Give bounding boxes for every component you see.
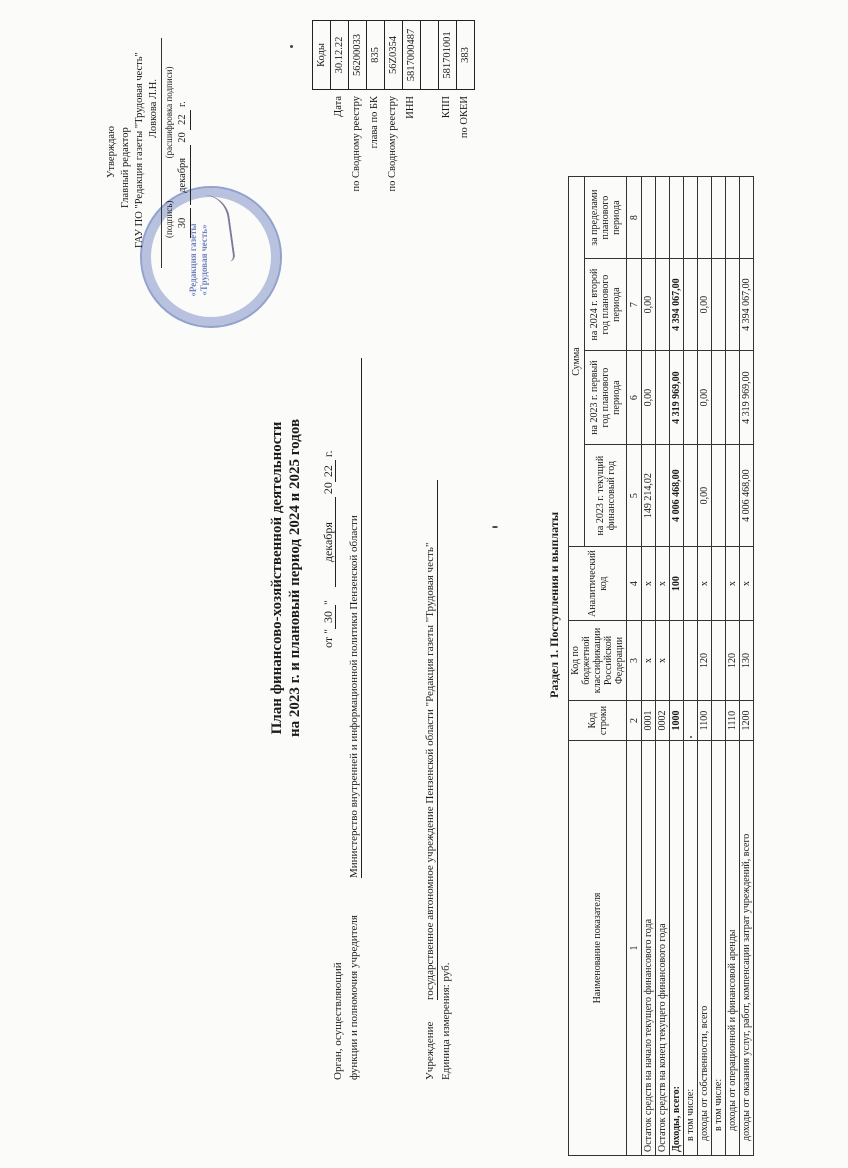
date-year: 22 <box>322 460 336 482</box>
table-row <box>684 177 698 1156</box>
header-y2023: на 2023 г. текущий финансовый год <box>585 445 627 547</box>
row-bk: 130 <box>740 621 754 701</box>
row-analytic: x <box>740 547 754 621</box>
approval-year-suffix: г. <box>177 101 188 107</box>
codes-label-2: глава по БК <box>369 96 380 149</box>
row-y2023 <box>684 445 698 547</box>
row-analytic: x <box>698 547 712 621</box>
row-analytic <box>712 547 726 621</box>
row-y2024 <box>712 351 726 445</box>
codes-label-header <box>312 96 330 238</box>
row-y2023: 4 006 468,00 <box>740 445 754 547</box>
row-name: Остаток средств на конец текущего финансового года <box>656 741 670 1156</box>
row-y2023 <box>656 445 670 547</box>
row-bk: 120 <box>698 621 712 701</box>
row-code <box>684 701 698 741</box>
institution-value: государственное автономное учреждение Пензенской области "Редакция газеты "Трудовая честь" <box>424 480 438 1000</box>
codes-label-6: КПП <box>441 96 452 119</box>
row-code: 1000 <box>670 701 684 741</box>
row-y2023: 4 006 468,00 <box>670 445 684 547</box>
col-number: 7 <box>627 259 642 351</box>
approval-month: декабря <box>176 145 191 205</box>
title-line-1: План финансово-хозяйственной деятельности <box>269 421 285 735</box>
col-number: 3 <box>627 621 642 701</box>
unit-label: Единица измерения: руб. <box>440 962 452 1080</box>
scan-speck <box>290 45 293 48</box>
row-name: доходы от собственности, всего <box>698 741 712 1156</box>
approval-day: 30 <box>176 208 191 238</box>
approval-block <box>105 38 190 268</box>
table-row <box>670 177 684 1156</box>
row-y2025 <box>712 259 726 351</box>
col-number: 2 <box>627 701 642 741</box>
table-row <box>698 177 712 1156</box>
row-analytic <box>684 547 698 621</box>
title-line-2: на 2023 г. и плановый период 2024 и 2025 годов <box>287 418 303 738</box>
date-suffix: г. <box>321 450 335 458</box>
row-bk: x <box>642 621 656 701</box>
row-y2025: 4 394 067,00 <box>740 259 754 351</box>
header-beyond: за пределами планового периода <box>585 177 627 259</box>
table-row <box>656 177 670 1156</box>
code-value-2: 835 <box>367 21 385 90</box>
row-code: 0002 <box>656 701 670 741</box>
scan-speck <box>492 526 498 528</box>
document-date <box>322 451 336 648</box>
row-name: доходы от оказания услуг, работ, компенсации затрат учреждений, всего <box>740 741 754 1156</box>
codes-label-5 <box>420 96 438 238</box>
row-name: в том числе: <box>712 741 726 1156</box>
row-y2024 <box>656 351 670 445</box>
codes-labels <box>312 96 474 238</box>
organ-value: Министерство внутренней и информационной политики Пензенской области <box>348 358 362 878</box>
date-day: 30 <box>322 605 336 629</box>
table-row <box>642 177 656 1156</box>
code-value-1: 56200033 <box>349 21 367 90</box>
approval-date <box>176 38 190 268</box>
codes-label-0: Дата <box>333 96 344 117</box>
stamp-text: «Редакция газеты «Трудовая честь» <box>188 223 209 297</box>
scan-speck <box>690 736 692 738</box>
signature-captions <box>162 38 176 268</box>
row-name: Остаток средств на начало текущего финансового года <box>642 741 656 1156</box>
row-bk <box>684 621 698 701</box>
row-code: 1200 <box>740 701 754 741</box>
date-prefix: от " <box>321 629 335 648</box>
table-row <box>726 177 740 1156</box>
codes-label-3: по Сводному реестру <box>387 96 398 192</box>
row-y2025 <box>656 259 670 351</box>
code-value-4: 5817000487 <box>403 21 421 90</box>
row-analytic: x <box>642 547 656 621</box>
row-y2025: 0,00 <box>642 259 656 351</box>
code-value-0: 30.12.22 <box>331 21 349 90</box>
header-name: Наименование показателя <box>569 741 627 1156</box>
row-beyond <box>740 177 754 259</box>
header-y2025: на 2024 г. второй год планового периода <box>585 259 627 351</box>
row-y2025 <box>726 259 740 351</box>
code-value-6: 581701001 <box>439 21 457 90</box>
code-value-3: 56Z0354 <box>385 21 403 90</box>
col-number: 6 <box>627 351 642 445</box>
document-title <box>268 318 304 838</box>
row-y2024: 4 319 969,00 <box>670 351 684 445</box>
row-y2025 <box>684 259 698 351</box>
row-y2023: 149 214,02 <box>642 445 656 547</box>
row-y2023 <box>726 445 740 547</box>
row-name: в том числе: <box>684 741 698 1156</box>
row-bk <box>670 621 684 701</box>
date-month: декабря <box>322 497 336 587</box>
institution-label: Учреждение <box>424 1021 436 1080</box>
codes-label-1: по Сводному реестру <box>351 96 362 192</box>
row-code: 1110 <box>726 701 740 741</box>
row-analytic: x <box>726 547 740 621</box>
row-name: Доходы, всего: <box>670 741 684 1156</box>
row-code: 0001 <box>642 701 656 741</box>
organ-label-2: функции и полномочия учредителя <box>348 915 360 1080</box>
row-y2025: 4 394 067,00 <box>670 259 684 351</box>
code-value-7: 383 <box>457 21 475 90</box>
col-number: 4 <box>627 547 642 621</box>
codes-table <box>312 20 475 90</box>
row-y2024: 0,00 <box>642 351 656 445</box>
row-y2024 <box>684 351 698 445</box>
signer-name: Ловкова Л.Н. <box>147 38 162 268</box>
row-bk: 120 <box>726 621 740 701</box>
codes-header: Коды <box>313 21 331 90</box>
col-number: 5 <box>627 445 642 547</box>
row-beyond <box>726 177 740 259</box>
caption-decode: (расшифровка подписи) <box>164 66 174 159</box>
approval-year-prefix: 20 <box>177 132 188 143</box>
code-value-5 <box>421 21 439 90</box>
row-analytic: 100 <box>670 547 684 621</box>
row-code <box>712 701 726 741</box>
date-quote: " <box>321 600 335 606</box>
row-code: 1100 <box>698 701 712 741</box>
approve-label: Утверждаю <box>106 126 117 178</box>
row-bk <box>712 621 726 701</box>
row-beyond <box>712 177 726 259</box>
row-y2023 <box>712 445 726 547</box>
section-title: Раздел 1. Поступления и выплаты <box>547 511 561 698</box>
header-bk: Код по бюджетной классификации Российской Федерации <box>569 621 627 701</box>
organization-name: ГАУ ПО "Редакция газеты "Трудовая честь" <box>134 52 145 248</box>
codes-label-4: ИНН <box>405 96 416 119</box>
row-bk: x <box>656 621 670 701</box>
position-label: Главный редактор <box>120 127 131 208</box>
caption-sign: (подпись) <box>164 200 174 238</box>
row-beyond <box>698 177 712 259</box>
date-year-prefix: 20 <box>321 482 335 495</box>
row-name: доходы от операционной и финансовой аренды <box>726 741 740 1156</box>
header-y2024: на 2023 г. первый год планового периода <box>585 351 627 445</box>
row-beyond <box>656 177 670 259</box>
receipts-table <box>568 176 754 1156</box>
row-y2024: 0,00 <box>698 351 712 445</box>
header-sum: Сумма <box>569 177 585 547</box>
organ-label-1: Орган, осуществляющий <box>332 962 344 1080</box>
table-row <box>712 177 726 1156</box>
row-beyond <box>642 177 656 259</box>
header-code: Код строки <box>569 701 627 741</box>
row-beyond <box>670 177 684 259</box>
header-analytic: Аналитический код <box>569 547 627 621</box>
row-y2024: 4 319 969,00 <box>740 351 754 445</box>
row-y2025: 0,00 <box>698 259 712 351</box>
approval-year: 22 <box>176 110 191 130</box>
table-row <box>740 177 754 1156</box>
codes-label-7: по ОКЕИ <box>459 96 470 139</box>
row-analytic: x <box>656 547 670 621</box>
row-y2024 <box>726 351 740 445</box>
row-y2023: 0,00 <box>698 445 712 547</box>
row-beyond <box>684 177 698 259</box>
col-number: 8 <box>627 177 642 259</box>
col-number: 1 <box>627 741 642 1156</box>
